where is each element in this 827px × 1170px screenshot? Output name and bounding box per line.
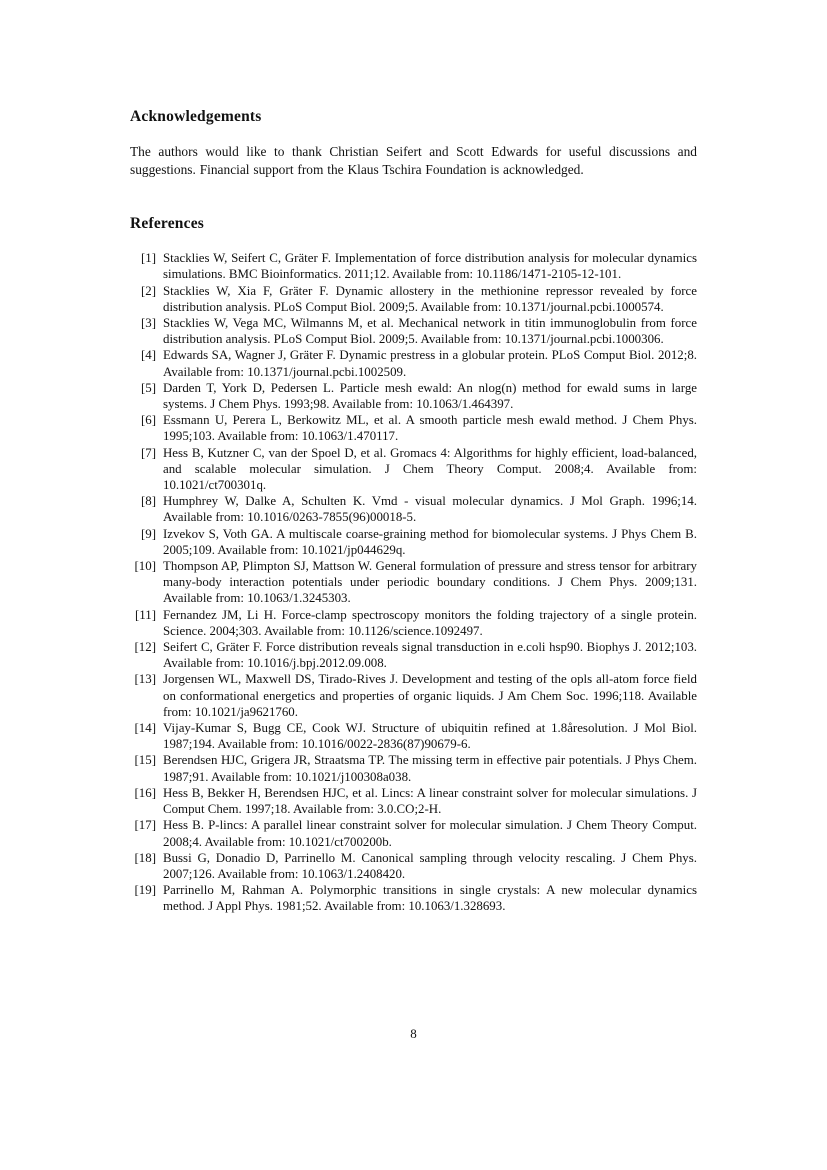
reference-number-label: [18] bbox=[134, 850, 156, 865]
reference-number-label: [10] bbox=[134, 559, 156, 574]
reference-text: Berendsen HJC, Grigera JR, Straatsma TP. The missing term in effective pair potentials. J Phys Chem. 1987;91. Available from: 10.1021/j100308a038. bbox=[163, 753, 697, 784]
reference-number-label: [19] bbox=[134, 883, 156, 898]
reference-text: Jorgensen WL, Maxwell DS, Tirado-Rives J. Development and testing of the opls all-atom force field on conformational energetics and properties of organic liquids. J Am Chem Soc. 1996;118. Available from: 10.1021/ja9621760. bbox=[163, 672, 697, 719]
reference-item bbox=[130, 639, 697, 671]
acknowledgements-heading: Acknowledgements bbox=[130, 108, 262, 125]
reference-item bbox=[130, 671, 697, 720]
reference-item bbox=[130, 882, 697, 914]
reference-number-label: [7] bbox=[140, 445, 156, 460]
reference-item bbox=[130, 412, 697, 444]
reference-text: Hess B, Kutzner C, van der Spoel D, et al. Gromacs 4: Algorithms for highly efficient, load-balanced, and scalable molecular simulation. J Chem Theory Comput. 2008;4. Available from: 10.1021/ct700301q. bbox=[163, 445, 697, 493]
reference-text: Fernandez JM, Li H. Force-clamp spectroscopy monitors the folding trajectory of a single protein. Science. 2004;303. Available from: 10.1126/science.1092497. bbox=[163, 607, 697, 638]
reference-text: Stacklies W, Xia F, Gräter F. Dynamic allostery in the methionine repressor revealed by force distribution analysis. PLoS Comput Biol. 2009;5. Available from: 10.1371/journal.pcbi.1000574. bbox=[163, 283, 697, 314]
page-number: 8 bbox=[410, 1026, 417, 1041]
reference-item bbox=[130, 315, 697, 347]
reference-number-label: [17] bbox=[134, 818, 156, 833]
reference-text: Edwards SA, Wagner J, Gräter F. Dynamic prestress in a globular protein. PLoS Comput Biol. 2012;8. Available from: 10.1371/journal.pcbi.1002509. bbox=[163, 348, 697, 379]
reference-text: Stacklies W, Vega MC, Wilmanns M, et al. Mechanical network in titin immunoglobulin from force distribution analysis. PLoS Comput Biol. 2009;5. Available from: 10.1371/journal.pcbi.1000306. bbox=[163, 316, 697, 347]
reference-number-label: [14] bbox=[134, 721, 156, 736]
reference-text: Hess B. P-lincs: A parallel linear constraint solver for molecular simulation. J Chem Theory Comput. 2008;4. Available from: 10.1021/ct700200b. bbox=[163, 818, 697, 849]
reference-number-label: [15] bbox=[134, 753, 156, 768]
reference-text: Essmann U, Perera L, Berkowitz ML, et al. A smooth particle mesh ewald method. J Chem Phys. 1995;103. Available from: 10.1063/1.470117. bbox=[163, 413, 697, 444]
reference-item bbox=[130, 283, 697, 315]
reference-number-label: [6] bbox=[140, 413, 156, 428]
reference-number-label: [4] bbox=[140, 348, 156, 363]
reference-text: Parrinello M, Rahman A. Polymorphic transitions in single crystals: A new molecular dynamics method. J Appl Phys. 1981;52. Available from: 10.1063/1.328693. bbox=[163, 883, 697, 914]
reference-item bbox=[130, 347, 697, 379]
reference-number-label: [8] bbox=[140, 494, 156, 509]
reference-text: Seifert C, Gräter F. Force distribution reveals signal transduction in e.coli hsp90. Biophys J. 2012;103. Available from: 10.1016/j.bpj.2012.09.008. bbox=[163, 640, 697, 671]
reference-number-label: [11] bbox=[135, 607, 156, 622]
reference-text: Hess B, Bekker H, Berendsen HJC, et al. Lincs: A linear constraint solver for molecular simulations. J Comput Chem. 1997;18. Available from: 3.0.CO;2-H. bbox=[163, 785, 697, 817]
reference-list bbox=[130, 250, 697, 914]
reference-number-label: [2] bbox=[140, 283, 156, 298]
reference-item bbox=[130, 607, 697, 639]
reference-number-label: [5] bbox=[140, 380, 156, 395]
reference-number-label: [13] bbox=[134, 672, 156, 687]
reference-text: Thompson AP, Plimpton SJ, Mattson W. General formulation of pressure and stress tensor for arbitrary many-body interaction potentials under periodic boundary conditions. J Chem Phys. 2009;131. Available from: 10.1063/1.3245303. bbox=[163, 559, 697, 606]
reference-text: Darden T, York D, Pedersen L. Particle mesh ewald: An nlog(n) method for ewald sums in large systems. J Chem Phys. 1993;98. Available from: 10.1063/1.464397. bbox=[163, 380, 697, 412]
reference-item bbox=[130, 817, 697, 849]
reference-item bbox=[130, 493, 697, 525]
reference-number-label: [1] bbox=[140, 251, 156, 266]
reference-number-label: [16] bbox=[134, 785, 156, 800]
reference-number-label: [3] bbox=[140, 316, 156, 330]
reference-item bbox=[130, 526, 697, 558]
reference-item bbox=[130, 850, 697, 882]
reference-item bbox=[130, 752, 697, 784]
reference-number-label: [9] bbox=[140, 526, 156, 541]
reference-item bbox=[130, 558, 697, 607]
reference-text: Bussi G, Donadio D, Parrinello M. Canonical sampling through velocity rescaling. J Chem Phys. 2007;126. Available from: 10.1063/1.2408420. bbox=[163, 850, 697, 881]
reference-item bbox=[130, 380, 697, 412]
reference-text: Vijay-Kumar S, Bugg CE, Cook WJ. Structure of ubiquitin refined at 1.8åresolution. J Mol Biol. 1987;194. Available from: 10.1016/0022-2836(87)90679-6. bbox=[163, 721, 697, 752]
reference-item bbox=[130, 720, 697, 752]
reference-item bbox=[130, 785, 697, 817]
reference-text: Izvekov S, Voth GA. A multiscale coarse-graining method for biomolecular systems. J Phys Chem B. 2005;109. Available from: 10.1021/jp044629q. bbox=[163, 526, 697, 557]
reference-text: Stacklies W, Seifert C, Gräter F. Implementation of force distribution analysis for molecular dynamics simulations. BMC Bioinformatics. 2011;12. Available from: 10.1186/1471-2105-12-101. bbox=[163, 251, 697, 282]
reference-item bbox=[130, 250, 697, 282]
acknowledgements-paragraph: The authors would like to thank Christian Seifert and Scott Edwards for useful discussions and suggestions. Financial support from the Klaus Tschira Foundation is acknowledged. bbox=[130, 144, 697, 177]
references-heading: References bbox=[130, 215, 205, 233]
reference-number-label: [12] bbox=[134, 640, 156, 655]
reference-item bbox=[130, 445, 697, 494]
reference-text: Humphrey W, Dalke A, Schulten K. Vmd - visual molecular dynamics. J Mol Graph. 1996;14. Available from: 10.1016/0263-7855(96)00018-5. bbox=[163, 494, 697, 525]
